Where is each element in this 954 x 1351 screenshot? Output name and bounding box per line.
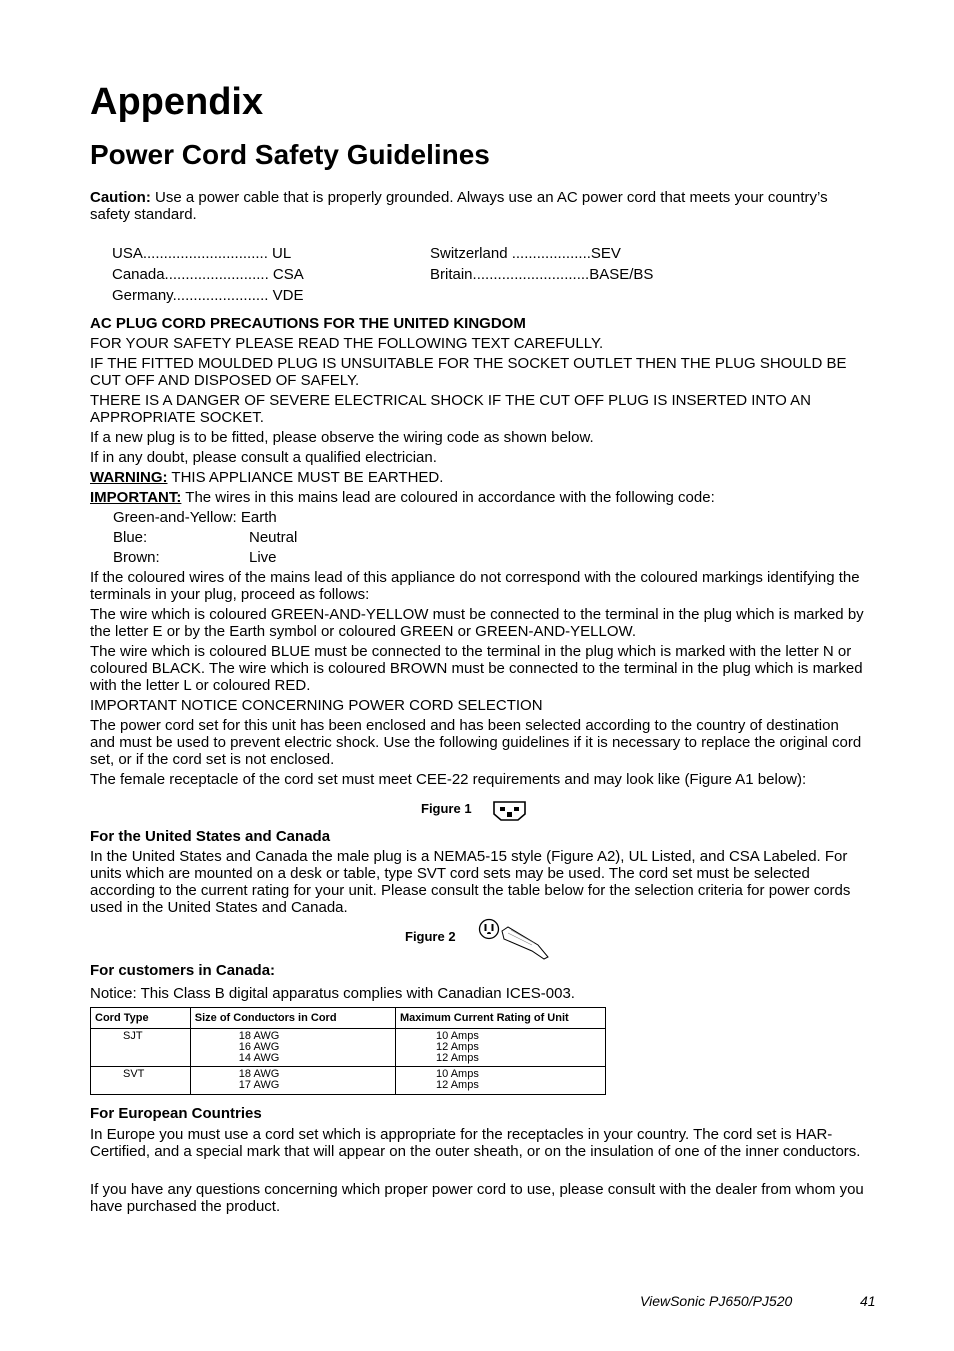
europe-paragraph-2: If you have any questions concerning which proper power cord to use, please consult with the dealer from whom you have purchased the product. — [90, 1181, 864, 1215]
caution-text: Use a power cable that is properly grounded. Always use an AC power cord that meets your country’s safety standard. — [90, 189, 828, 223]
table-row — [91, 1067, 606, 1095]
table-header-rating: Maximum Current Rating of Unit — [396, 1008, 606, 1029]
table-cell-sizes: 18 AWG 16 AWG 14 AWG — [190, 1029, 395, 1067]
footer-product: ViewSonic PJ650/PJ520 — [640, 1293, 793, 1309]
uk-paragraph-2: IF THE FITTED MOULDED PLUG IS UNSUITABLE FOR THE SOCKET OUTLET THEN THE PLUG SHOULD BE CUT OFF AND DISPOSED OF SAFELY. — [90, 355, 847, 389]
uk-heading: AC PLUG CORD PRECAUTIONS FOR THE UNITED KINGDOM — [90, 315, 526, 332]
uk-paragraph-5: If in any doubt, please consult a qualified electrician. — [90, 449, 437, 466]
standard-row-germany: Germany....................... VDE — [112, 287, 304, 304]
europe-paragraph-1: In Europe you must use a cord set which is appropriate for the receptacles in your country. The cord set is HAR-Certified, and a special mark that will appear on the outer sheath, or on the insulation of one of the inner conductors. — [90, 1126, 861, 1160]
us-heading: For the United States and Canada — [90, 828, 331, 845]
table-header-size: Size of Conductors in Cord — [190, 1008, 395, 1029]
table-header-cord-type: Cord Type — [91, 1008, 191, 1029]
canada-heading: For customers in Canada: — [90, 962, 276, 979]
standard-row-canada: Canada......................... CSA — [112, 266, 304, 283]
uk-paragraph-11: The female receptacle of the cord set must meet CEE-22 requirements and may look like (Figure A1 below): — [90, 771, 807, 788]
table-row — [91, 1029, 606, 1067]
table-cell-sizes: 18 AWG 17 AWG — [190, 1067, 395, 1095]
caution-label: Caution: — [90, 189, 151, 206]
warning-paragraph — [90, 469, 865, 486]
wire-code-earth: Green-and-Yellow: Earth — [113, 509, 277, 526]
us-paragraph: In the United States and Canada the male plug is a NEMA5-15 style (Figure A2), UL Listed, and CSA Labeled. For units which are mounted on a desk or table, type SVT cord sets may be used. The cord set must be selected according to the current rating for your unit. Please consult the table below for the selection criteria for power cords used in the United States and Canada. — [90, 848, 851, 916]
warning-label: WARNING: — [90, 469, 168, 486]
uk-paragraph-1: FOR YOUR SAFETY PLEASE READ THE FOLLOWING TEXT CAREFULLY. — [90, 335, 604, 352]
uk-paragraph-10: The power cord set for this unit has been enclosed and has been selected according to the country of destination and must be used to prevent electric shock. Use the following guidelines if it is necessary to replace the original cord set, or if the cord set is not enclosed. — [90, 717, 862, 768]
important-text: The wires in this mains lead are coloured in accordance with the following code: — [185, 489, 715, 506]
important-paragraph — [90, 489, 865, 506]
table-cell-ratings: 10 Amps 12 Amps 12 Amps — [396, 1029, 606, 1067]
standard-row-switzerland: Switzerland ...................SEV — [430, 245, 621, 262]
uk-paragraph-6: If the coloured wires of the mains lead of this appliance do not correspond with the coloured markings identifying the terminals in your plug, proceed as follows: — [90, 569, 860, 603]
table-cell-ratings: 10 Amps 12 Amps — [396, 1067, 606, 1095]
table-header-row — [91, 1008, 606, 1029]
section-title: Power Cord Safety Guidelines — [90, 139, 490, 170]
figure-2-label: Figure 2 — [405, 929, 456, 944]
canada-notice: Notice: This Class B digital apparatus complies with Canadian ICES-003. — [90, 985, 575, 1002]
warning-text: THIS APPLIANCE MUST BE EARTHED. — [171, 469, 444, 486]
standard-row-britain: Britain............................BASE/BS — [430, 266, 654, 283]
nema-plug-icon — [478, 917, 552, 961]
cord-table — [90, 1007, 606, 1095]
page-title: Appendix — [90, 81, 264, 123]
important-label: IMPORTANT: — [90, 489, 182, 506]
europe-heading: For European Countries — [90, 1105, 262, 1122]
table-cell-type: SJT — [91, 1029, 191, 1067]
uk-paragraph-9: IMPORTANT NOTICE CONCERNING POWER CORD SELECTION — [90, 697, 543, 714]
uk-paragraph-4: If a new plug is to be fitted, please observe the wiring code as shown below. — [90, 429, 594, 446]
receptacle-icon — [492, 800, 527, 822]
uk-paragraph-8: The wire which is coloured BLUE must be connected to the terminal in the plug which is marked with the letter N or coloured BLACK. The wire which is coloured BROWN must be connected to the terminal in the plug which is marked with the letter L or coloured RED. — [90, 643, 863, 694]
wire-code-blue: Blue: — [113, 529, 148, 546]
footer-page-number: 41 — [860, 1293, 876, 1309]
table-cell-type: SVT — [91, 1067, 191, 1095]
standard-row-usa: USA.............................. UL — [112, 245, 292, 262]
wire-code-brown: Brown: — [113, 549, 160, 566]
uk-paragraph-3: THERE IS A DANGER OF SEVERE ELECTRICAL SHOCK IF THE CUT OFF PLUG IS INSERTED INTO AN APPROPRIATE SOCKET. — [90, 392, 811, 426]
figure-1-label: Figure 1 — [421, 801, 472, 816]
wire-code-live: Live — [249, 549, 277, 566]
uk-paragraph-7: The wire which is coloured GREEN-AND-YELLOW must be connected to the terminal in the plug which is marked by the letter E or by the Earth symbol or coloured GREEN or GREEN-AND-YELLOW. — [90, 606, 864, 640]
caution-paragraph — [90, 189, 865, 223]
wire-code-neutral: Neutral — [249, 529, 298, 546]
